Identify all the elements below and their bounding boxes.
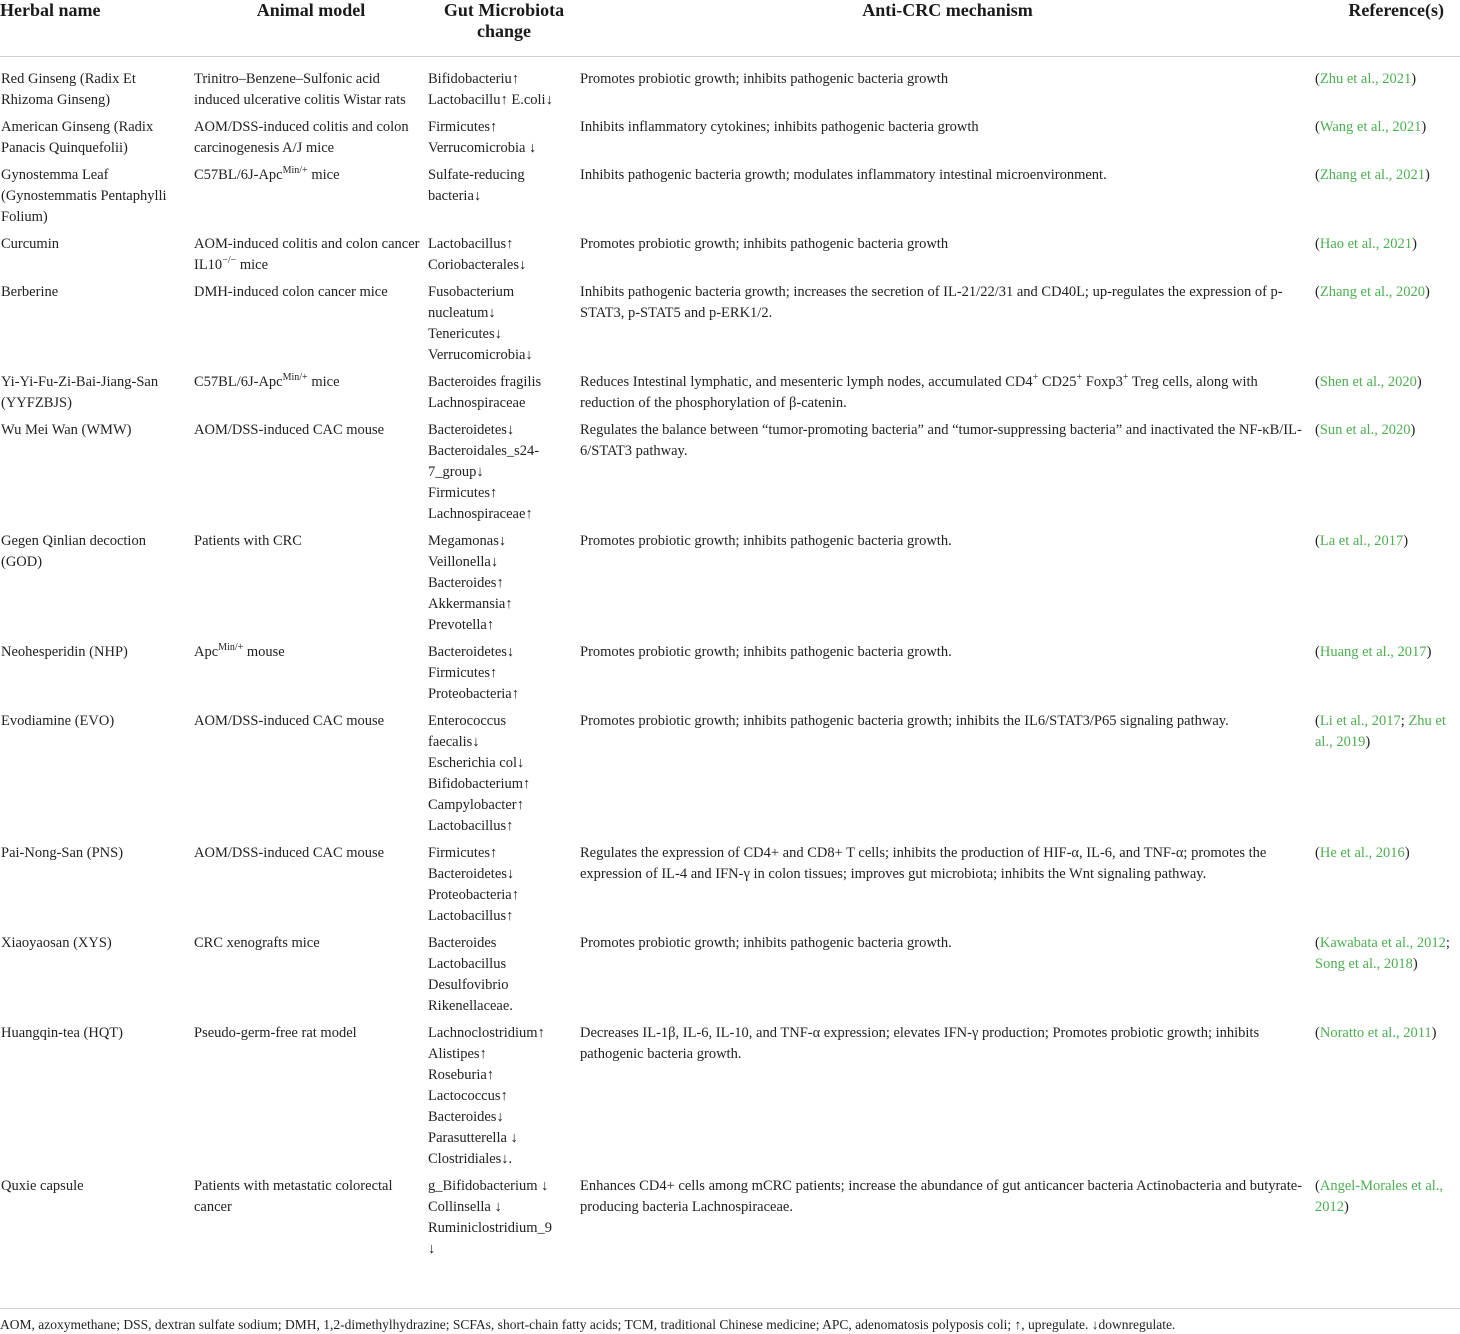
header-gut-microbiota	[428, 0, 580, 57]
reference-cell: (Hao et al., 2021)	[1315, 236, 1417, 252]
reference-cell: (La et al., 2017)	[1315, 533, 1409, 549]
mechanism-text: Treg cells, along with reduction of the phosphorylation of β-catenin.	[580, 374, 1258, 411]
herbal-name-cell	[0, 282, 194, 372]
microbiota-line: Lactobacillu↑ E.coli↓	[428, 92, 553, 108]
herbal-name: Yi-Yi-Fu-Zi-Bai-Jiang-San (YYFZBJS)	[1, 374, 159, 411]
mechanism-text: Promotes probiotic growth; inhibits pathogenic bacteria growth; inhibits the IL6/STAT3/P65 signaling pathway.	[580, 713, 1229, 729]
herbal-name-cell	[0, 117, 194, 165]
microbiota-line: Lactobacillus↑	[428, 908, 514, 924]
microbiota-cell	[428, 1023, 580, 1176]
reference-link[interactable]: Sun et al., 2020	[1319, 422, 1411, 438]
reference-cell: (Zhang et al., 2021)	[1315, 167, 1430, 183]
microbiota-line: Enterococcus	[428, 713, 507, 729]
microbiota-line: Campylobacter↑	[428, 797, 524, 813]
header-gut-microbiota-line1: Gut Microbiota	[443, 0, 565, 20]
microbiota-cell	[428, 117, 580, 165]
animal-model-cell	[194, 1176, 428, 1266]
reference-cell: (Zhang et al., 2020)	[1315, 284, 1430, 300]
microbiota-line: Collinsella ↓	[428, 1199, 502, 1215]
mechanism-text: Inhibits pathogenic bacteria growth; increases the secretion of IL-21/22/31 and CD40L; up-regulates the expression of p-STAT3, p-STAT5 and p-ERK1/2.	[580, 284, 1283, 321]
animal-model-cell	[194, 372, 428, 420]
table-row	[0, 711, 1460, 843]
mechanism-cell	[580, 117, 1315, 165]
reference-link[interactable]: Song et al., 2018	[1315, 956, 1413, 972]
reference-link[interactable]: Zhang et al., 2020	[1319, 284, 1425, 300]
microbiota-line: Fusobacterium	[428, 284, 515, 300]
animal-model-cell	[194, 711, 428, 843]
animal-model-cell	[194, 117, 428, 165]
mechanism-text: Inhibits pathogenic bacteria growth; modulates inflammatory intestinal microenvironment.	[580, 167, 1107, 183]
table-row	[0, 57, 1460, 118]
microbiota-cell	[428, 165, 580, 234]
reference-link[interactable]: Wang et al., 2021	[1319, 119, 1422, 135]
table-row	[0, 282, 1460, 372]
herbal-name: Pai-Nong-San (PNS)	[1, 845, 124, 861]
microbiota-line: Roseburia↑	[428, 1067, 495, 1083]
mechanism-cell	[580, 1023, 1315, 1176]
reference-cell: (Kawabata et al., 2012; Song et al., 2018)	[1315, 935, 1450, 972]
herbal-name-cell	[0, 234, 194, 282]
reference-link[interactable]: Angel-Morales et al., 2012	[1315, 1178, 1444, 1215]
microbiota-line: Lactobacillus	[428, 956, 507, 972]
animal-model: C57BL/6J-Apc	[194, 167, 283, 183]
microbiota-line: Clostridiales↓.	[428, 1151, 513, 1167]
herbal-name: Gegen Qinlian decoction (GOD)	[1, 533, 146, 570]
microbiota-line: Bifidobacteriu↑	[428, 71, 520, 87]
animal-model: Patients with metastatic colorectal cancer	[194, 1178, 393, 1215]
animal-model: Patients with CRC	[194, 533, 302, 549]
herbal-name: Neohesperidin (NHP)	[1, 644, 128, 660]
animal-model: C57BL/6J-Apc	[194, 374, 283, 390]
mechanism-text: Regulates the expression of CD4+ and CD8+ T cells; inhibits the production of HIF-α, IL-6, and TNF-α; promotes the expression of IL-4 and IFN-γ in colon tissues; improves gut microbiota; inhibits the Wnt signaling pathway.	[580, 845, 1267, 882]
reference-cell: (Wang et al., 2021)	[1315, 119, 1427, 135]
animal-model-superscript: Min/+	[218, 642, 244, 654]
reference-link[interactable]: Li et al., 2017	[1319, 713, 1401, 729]
microbiota-line: Prevotella↑	[428, 617, 495, 633]
herbal-name-cell	[0, 420, 194, 531]
microbiota-cell	[428, 420, 580, 531]
microbiota-line: bacteria↓	[428, 188, 482, 204]
table-row	[0, 1176, 1460, 1266]
animal-model-suffix: mice	[307, 167, 340, 183]
mechanism-cell	[580, 165, 1315, 234]
herbal-name-cell	[0, 531, 194, 642]
table-row	[0, 420, 1460, 531]
microbiota-line: Bacteroides↓	[428, 1109, 504, 1125]
mechanism-cell	[580, 933, 1315, 1023]
microbiota-line: Proteobacteria↑	[428, 887, 519, 903]
animal-model-cell	[194, 57, 428, 118]
animal-model-superscript: Min/+	[282, 165, 308, 177]
microbiota-line: g_Bifidobacterium ↓	[428, 1178, 549, 1194]
herbal-name-cell	[0, 1023, 194, 1176]
animal-model-cell	[194, 1023, 428, 1176]
microbiota-line: Lachnospiraceae↑	[428, 506, 533, 522]
mechanism-text: Regulates the balance between “tumor-promoting bacteria” and “tumor-suppressing bacteria” and inactivated the NF-κB/IL-6/STAT3 pathway.	[580, 422, 1302, 459]
animal-model: AOM-induced colitis and colon cancer IL10	[194, 236, 420, 273]
microbiota-line: Verrucomicrobia ↓	[428, 140, 537, 156]
header-references: Reference(s)	[1315, 0, 1460, 57]
header-herbal-name: Herbal name	[0, 0, 194, 57]
animal-model: Pseudo-germ-free rat model	[194, 1025, 357, 1041]
microbiota-cell	[428, 642, 580, 711]
header-animal-model: Animal model	[194, 0, 428, 57]
microbiota-cell	[428, 234, 580, 282]
header-gut-microbiota-line2: change	[477, 21, 531, 41]
mechanism-cell	[580, 843, 1315, 933]
microbiota-cell	[428, 531, 580, 642]
animal-model-cell	[194, 420, 428, 531]
microbiota-line: Akkermansia↑	[428, 596, 513, 612]
herbal-name: Berberine	[1, 284, 59, 300]
microbiota-line: Lachnospiraceae	[428, 395, 526, 411]
microbiota-line: Escherichia col↓	[428, 755, 525, 771]
microbiota-line: Bacteroides	[428, 935, 497, 951]
microbiota-cell	[428, 933, 580, 1023]
animal-model: DMH-induced colon cancer mice	[194, 284, 388, 300]
animal-model-cell	[194, 165, 428, 234]
microbiota-line: Alistipes↑	[428, 1046, 487, 1062]
microbiota-line: Verrucomicrobia↓	[428, 347, 533, 363]
reference-link[interactable]: He et al., 2016	[1319, 845, 1405, 861]
animal-model-cell	[194, 234, 428, 282]
microbiota-line: Rikenellaceae.	[428, 998, 513, 1014]
reference-cell: (Zhu et al., 2021)	[1315, 71, 1417, 87]
microbiota-line: Bifidobacterium↑	[428, 776, 531, 792]
microbiota-line: Firmicutes↑	[428, 845, 498, 861]
microbiota-line: Bacteroidetes↓	[428, 644, 515, 660]
herbal-name: Xiaoyaosan (XYS)	[1, 935, 112, 951]
herbal-name: Gynostemma Leaf (Gynostemmatis Pentaphylli Folium)	[1, 167, 167, 225]
reference-cell: (Angel-Morales et al., 2012)	[1315, 1178, 1444, 1215]
reference-cell: (Li et al., 2017; Zhu et al., 2019)	[1315, 713, 1446, 750]
mechanism-text: Promotes probiotic growth; inhibits pathogenic bacteria growth	[580, 236, 949, 252]
reference-link[interactable]: Noratto et al., 2011	[1319, 1025, 1432, 1041]
table-row	[0, 117, 1460, 165]
microbiota-cell	[428, 1176, 580, 1266]
microbiota-line: 7_group↓	[428, 464, 484, 480]
herbal-name-cell	[0, 1176, 194, 1266]
reference-link[interactable]: Shen et al., 2020	[1319, 374, 1417, 390]
mechanism-text: Enhances CD4+ cells among mCRC patients; increase the abundance of gut anticancer bacteria Actinobacteria and butyrate-producing bacteria Lachnospiraceae.	[580, 1178, 1303, 1215]
mechanism-text: Inhibits inflammatory cytokines; inhibits pathogenic bacteria growth	[580, 119, 979, 135]
mechanism-text: Decreases IL-1β, IL-6, IL-10, and TNF-α expression; elevates IFN-γ production; Promotes probiotic growth; inhibits pathogenic bacteria growth.	[580, 1025, 1260, 1062]
reference-cell: (Huang et al., 2017)	[1315, 644, 1432, 660]
herbal-name: American Ginseng (Radix Panacis Quinquefolii)	[1, 119, 154, 156]
herbal-name-cell	[0, 57, 194, 118]
table-row	[0, 531, 1460, 642]
table-row	[0, 234, 1460, 282]
microbiota-line: Lactobacillus↑	[428, 818, 514, 834]
microbiota-line: Bacteroidetes↓	[428, 422, 515, 438]
microbiota-line: ↓	[428, 1241, 436, 1257]
mechanism-cell	[580, 420, 1315, 531]
microbiota-line: Desulfovibrio	[428, 977, 509, 993]
animal-model-cell	[194, 531, 428, 642]
herbal-name-cell	[0, 642, 194, 711]
table-row	[0, 642, 1460, 711]
microbiota-line: faecalis↓	[428, 734, 480, 750]
animal-model: Trinitro–Benzene–Sulfonic acid induced ulcerative colitis Wistar rats	[194, 71, 406, 108]
mechanism-superscript: +	[1122, 372, 1129, 384]
reference-cell: (He et al., 2016)	[1315, 845, 1410, 861]
herbal-name: Wu Mei Wan (WMW)	[1, 422, 132, 438]
animal-model-suffix: mice	[236, 257, 269, 273]
animal-model-superscript: −/−	[222, 255, 237, 267]
mechanism-text: Foxp3	[1082, 374, 1123, 390]
herbal-name-cell	[0, 165, 194, 234]
reference-link[interactable]: La et al., 2017	[1319, 533, 1404, 549]
animal-model: CRC xenografts mice	[194, 935, 320, 951]
microbiota-line: Firmicutes↑	[428, 485, 498, 501]
herbal-name: Red Ginseng (Radix Et Rhizoma Ginseng)	[1, 71, 136, 108]
header-mechanism: Anti-CRC mechanism	[580, 0, 1315, 57]
animal-model: Apc	[194, 644, 219, 660]
mechanism-superscript: +	[1032, 372, 1039, 384]
animal-model: AOM/DSS-induced CAC mouse	[194, 422, 385, 438]
animal-model: AOM/DSS-induced colitis and colon carcinogenesis A/J mice	[194, 119, 409, 156]
reference-link[interactable]: Kawabata et al., 2012	[1319, 935, 1446, 951]
table-row	[0, 372, 1460, 420]
reference-cell: (Noratto et al., 2011)	[1315, 1025, 1437, 1041]
animal-model-cell	[194, 282, 428, 372]
mechanism-cell	[580, 57, 1315, 118]
mechanism-cell	[580, 234, 1315, 282]
herbal-name-cell	[0, 843, 194, 933]
table-body	[0, 57, 1460, 1267]
microbiota-line: Bacteroides↑	[428, 575, 504, 591]
herbal-name-cell	[0, 372, 194, 420]
reference-link[interactable]: Hao et al., 2021	[1319, 236, 1413, 252]
microbiota-line: Tenericutes↓	[428, 326, 502, 342]
mechanism-text: CD25	[1038, 374, 1077, 390]
microbiota-line: Sulfate-reducing	[428, 167, 525, 183]
mechanism-text: Promotes probiotic growth; inhibits pathogenic bacteria growth.	[580, 935, 952, 951]
herbal-name: Curcumin	[1, 236, 59, 252]
microbiota-cell	[428, 282, 580, 372]
herbal-name-cell	[0, 933, 194, 1023]
mechanism-cell	[580, 642, 1315, 711]
animal-model-superscript: Min/+	[282, 372, 308, 384]
mechanism-cell	[580, 531, 1315, 642]
microbiota-line: Firmicutes↑	[428, 665, 498, 681]
mechanism-cell	[580, 1176, 1315, 1266]
herbal-name: Quxie capsule	[1, 1178, 84, 1194]
reference-link[interactable]: Huang et al., 2017	[1319, 644, 1427, 660]
herbal-name: Evodiamine (EVO)	[1, 713, 115, 729]
table-row	[0, 1023, 1460, 1176]
microbiota-cell	[428, 843, 580, 933]
microbiota-line: Ruminiclostridium_9	[428, 1220, 553, 1236]
table-header	[0, 0, 1460, 57]
mechanism-text: Promotes probiotic growth; inhibits pathogenic bacteria growth.	[580, 644, 952, 660]
table-row	[0, 933, 1460, 1023]
microbiota-line: nucleatum↓	[428, 305, 496, 321]
animal-model-suffix: mouse	[243, 644, 285, 660]
mechanism-superscript: +	[1076, 372, 1083, 384]
microbiota-cell	[428, 57, 580, 118]
microbiota-line: Coriobacterales↓	[428, 257, 527, 273]
table-footnote: AOM, azoxymethane; DSS, dextran sulfate sodium; DMH, 1,2-dimethylhydrazine; SCFAs, short-chain fatty acids; TCM, traditional Chinese medicine; APC, adenomatosis polyposis coli; ↑, upregulate. ↓downregulate.	[0, 1308, 1460, 1334]
mechanism-cell	[580, 372, 1315, 420]
mechanism-text: Promotes probiotic growth; inhibits pathogenic bacteria growth	[580, 71, 949, 87]
animal-model: AOM/DSS-induced CAC mouse	[194, 845, 385, 861]
microbiota-line: Lachnoclostridium↑	[428, 1025, 545, 1041]
animal-model-cell	[194, 642, 428, 711]
microbiota-cell	[428, 372, 580, 420]
microbiota-line: Bacteroides fragilis	[428, 374, 542, 390]
mechanism-cell	[580, 711, 1315, 843]
microbiota-line: Megamonas↓	[428, 533, 507, 549]
microbiota-line: Firmicutes↑	[428, 119, 498, 135]
microbiota-line: Bacteroidales_s24-	[428, 443, 540, 459]
animal-model: AOM/DSS-induced CAC mouse	[194, 713, 385, 729]
reference-link[interactable]: Zhu et al., 2019	[1315, 713, 1446, 750]
microbiota-line: Parasutterella ↓	[428, 1130, 518, 1146]
mechanism-cell	[580, 282, 1315, 372]
microbiota-line: Lactococcus↑	[428, 1088, 508, 1104]
reference-link[interactable]: Zhu et al., 2021	[1319, 71, 1412, 87]
microbiota-cell	[428, 711, 580, 843]
reference-link[interactable]: Zhang et al., 2021	[1319, 167, 1425, 183]
microbiota-line: Lactobacillus↑	[428, 236, 514, 252]
microbiota-line: Proteobacteria↑	[428, 686, 519, 702]
herbal-name-cell	[0, 711, 194, 843]
mechanism-text: Promotes probiotic growth; inhibits pathogenic bacteria growth.	[580, 533, 952, 549]
mechanism-text: Reduces Intestinal lymphatic, and mesenteric lymph nodes, accumulated CD4	[580, 374, 1033, 390]
reference-cell: (Shen et al., 2020)	[1315, 374, 1422, 390]
table-row	[0, 843, 1460, 933]
animal-model-suffix: mice	[307, 374, 340, 390]
microbiota-line: Bacteroidetes↓	[428, 866, 515, 882]
animal-model-cell	[194, 933, 428, 1023]
herbal-name: Huangqin-tea (HQT)	[1, 1025, 123, 1041]
microbiota-line: Veillonella↓	[428, 554, 499, 570]
animal-model-cell	[194, 843, 428, 933]
table-row	[0, 165, 1460, 234]
reference-cell: (Sun et al., 2020)	[1315, 422, 1416, 438]
